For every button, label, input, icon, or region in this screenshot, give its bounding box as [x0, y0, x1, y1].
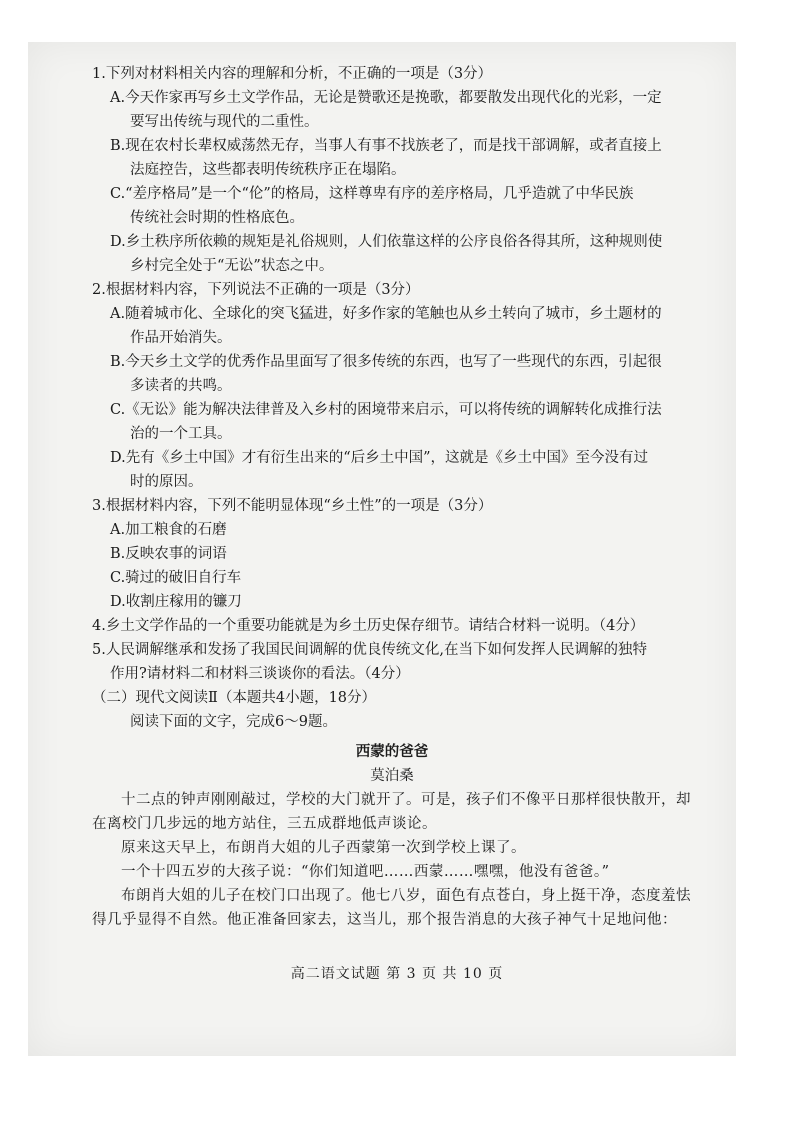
question-1-option-d: D.乡土秩序所依赖的规矩是礼俗规则，人们依靠这样的公序良俗各得其所，这种规则使: [110, 234, 663, 250]
story-paragraph-4: 布朗肖大姐的儿子在校门口出现了。他七八岁，面色有点苍白，身上挺干净，态度羞怯得几乎显得不自然。他正准备回家去，这当儿，那个报告消息的大孩子神气十足地问他：: [92, 888, 691, 928]
question-2-option-c: C.《无讼》能为解决法律普及入乡村的困境带来启示，可以将传统的调解转化成推行法: [110, 402, 662, 418]
question-1-option-c: C.“差序格局”是一个“伦”的格局，这样尊卑有序的差序格局，几乎造就了中华民族: [110, 186, 634, 202]
section-2-instruction: 阅读下面的文字，完成6～9题。: [130, 714, 337, 730]
question-3-option-a: A.加工粮食的石磨: [110, 522, 227, 538]
section-2-heading: （二）现代文阅读Ⅱ（本题共4小题，18分）: [92, 690, 377, 706]
story-author: 莫泊桑: [370, 768, 414, 784]
question-1-option-d-cont: 乡村完全处于“无讼”状态之中。: [130, 258, 334, 274]
question-1-option-b: B.现在农村长辈权威荡然无存，当事人有事不找族老了，而是找干部调解，或者直接上: [110, 138, 662, 154]
question-1-stem: 1.下列对材料相关内容的理解和分析，不正确的一项是（3分）: [92, 66, 493, 82]
question-2-option-c-cont: 治的一个工具。: [130, 426, 232, 442]
story-paragraph-2: 原来这天早上，布朗肖大姐的儿子西蒙第一次到学校上课了。: [121, 840, 526, 856]
story-paragraph-1: 十二点的钟声刚刚敲过，学校的大门就开了。可是，孩子们不像平日那样很快散开，却在离校门几步远的地方站住，三五成群地低声谈论。: [92, 792, 691, 832]
question-5-cont: 作用?请材料二和材料三谈谈你的看法。（4分）: [110, 666, 410, 682]
page-content: [92, 62, 692, 932]
question-3-option-d: D.收割庄稼用的镰刀: [110, 594, 242, 610]
question-1-option-a-cont: 要写出传统与现代的二重性。: [130, 114, 319, 130]
question-2-stem: 2.根据材料内容，下列说法不正确的一项是（3分）: [92, 282, 420, 298]
question-2-option-a-cont: 作品开始消失。: [130, 330, 232, 346]
question-3-stem: 3.根据材料内容，下列不能明显体现“乡土性”的一项是（3分）: [92, 498, 493, 514]
question-2-option-d-cont: 时的原因。: [130, 474, 203, 490]
question-2-option-d: D.先有《乡土中国》才有衍生出来的“后乡土中国”，这就是《乡土中国》至今没有过: [110, 450, 649, 466]
question-2-option-a: A.随着城市化、全球化的突飞猛进，好多作家的笔触也从乡土转向了城市，乡土题材的: [110, 306, 662, 322]
page-footer: 高二语文试题 第 3 页 共 10 页: [290, 966, 504, 982]
story-paragraph-3: 一个十四五岁的大孩子说：“你们知道吧……西蒙……嘿嘿，他没有爸爸。”: [121, 864, 610, 880]
question-4: 4.乡土文学作品的一个重要功能就是为乡土历史保存细节。请结合材料一说明。（4分）: [92, 618, 645, 634]
question-1-option-a: A.今天作家再写乡土文学作品，无论是赞歌还是挽歌，都要散发出现代化的光彩，一定: [110, 90, 662, 106]
question-3-option-c: C.骑过的破旧自行车: [110, 570, 242, 586]
story-title: 西蒙的爸爸: [355, 743, 429, 760]
question-2-option-b-cont: 多读者的共鸣。: [130, 378, 232, 394]
question-2-option-b: B.今天乡土文学的优秀作品里面写了很多传统的东西，也写了一些现代的东西，引起很: [110, 354, 662, 370]
question-5: 5.人民调解继承和发扬了我国民间调解的优良传统文化,在当下如何发挥人民调解的独特: [92, 642, 647, 658]
question-1-option-b-cont: 法庭控告，这些都表明传统秩序正在塌陷。: [130, 162, 406, 178]
question-1-option-c-cont: 传统社会时期的性格底色。: [130, 210, 304, 226]
question-3-option-b: B.反映农事的词语: [110, 546, 227, 562]
